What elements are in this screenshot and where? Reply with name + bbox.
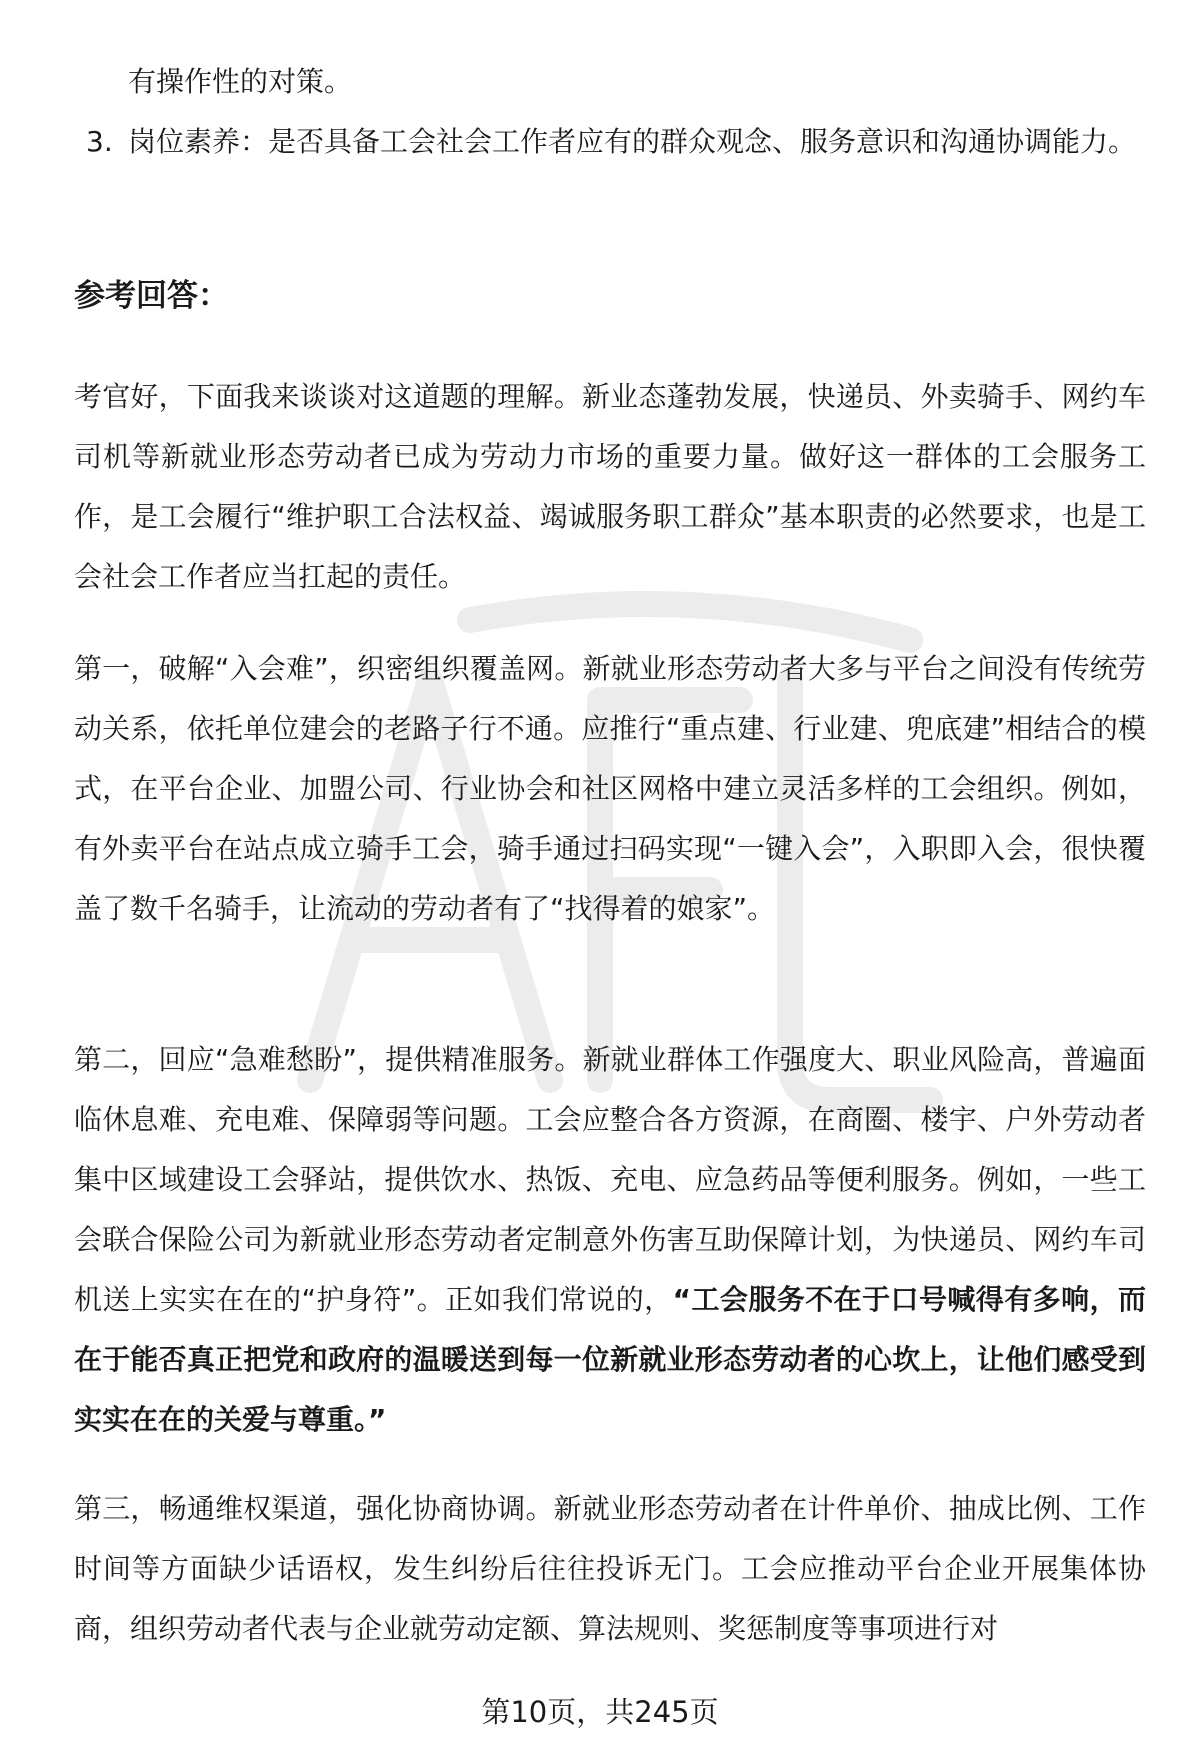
paragraph-second <box>74 1030 1146 1450</box>
paragraph-third: 第三，畅通维权渠道，强化协商协调。新就业形态劳动者在计件单价、抽成比例、工作时间等方面缺少话语权，发生纠纷后往往投诉无门。工会应推动平台企业开展集体协商，组织劳动者代表与企业就劳动定额、算法规则、奖惩制度等事项进行对 <box>74 1492 1146 1645</box>
paragraph-second-text: 第二，回应“急难愁盼”，提供精准服务。新就业群体工作强度大、职业风险高，普遍面临休息难、充电难、保障弱等问题。工会应整合各方资源，在商圈、楼宇、户外劳动者集中区域建设工会驿站，提供饮水、热饭、充电、应急药品等便利服务。例如，一些工会联合保险公司为新就业形态劳动者定制意外伤害互助保障计划，为快递员、网约车司机送上实实在在的“护身符”。正如我们常说的， <box>74 1043 1146 1316</box>
paragraph-second-bold-quote: “工会服务不在于口号喊得有多响，而在于能否真正把党和政府的温暖送到每一位新就业形态劳动者的心坎上，让他们感受到实实在在的关爱与尊重。” <box>74 1283 1147 1436</box>
paragraph-intro: 考官好，下面我来谈谈对这道题的理解。新业态蓬勃发展，快递员、外卖骑手、网约车司机等新就业形态劳动者已成为劳动力市场的重要力量。做好这一群体的工会服务工作，是工会履行“维护职工合法权益、竭诚服务职工群众”基本职责的必然要求，也是工会社会工作者应当扛起的责任。 <box>74 380 1146 593</box>
paragraph-first: 第一，破解“入会难”，织密组织覆盖网。新就业形态劳动者大多与平台之间没有传统劳动关系，依托单位建会的老路子行不通。应推行“重点建、行业建、兜底建”相结合的模式，在平台企业、加盟公司、行业协会和社区网格中建立灵活多样的工会组织。例如，有外卖平台在站点成立骑手工会，骑手通过扫码实现“一键入会”，入职即入会，很快覆盖了数千名骑手，让流动的劳动者有了“找得着的娘家”。 <box>74 652 1146 925</box>
list-number: 3. <box>86 125 113 158</box>
section-heading: 参考回答： <box>74 278 229 314</box>
list-item-continuation: 有操作性的对策。 <box>128 65 353 98</box>
list-item-text: 岗位素养：是否具备工会社会工作者应有的群众观念、服务意识和沟通协调能力。 <box>128 125 1137 158</box>
list-item-3 <box>86 112 1146 172</box>
page-number-footer: 第10页，共245页 <box>481 1695 719 1729</box>
